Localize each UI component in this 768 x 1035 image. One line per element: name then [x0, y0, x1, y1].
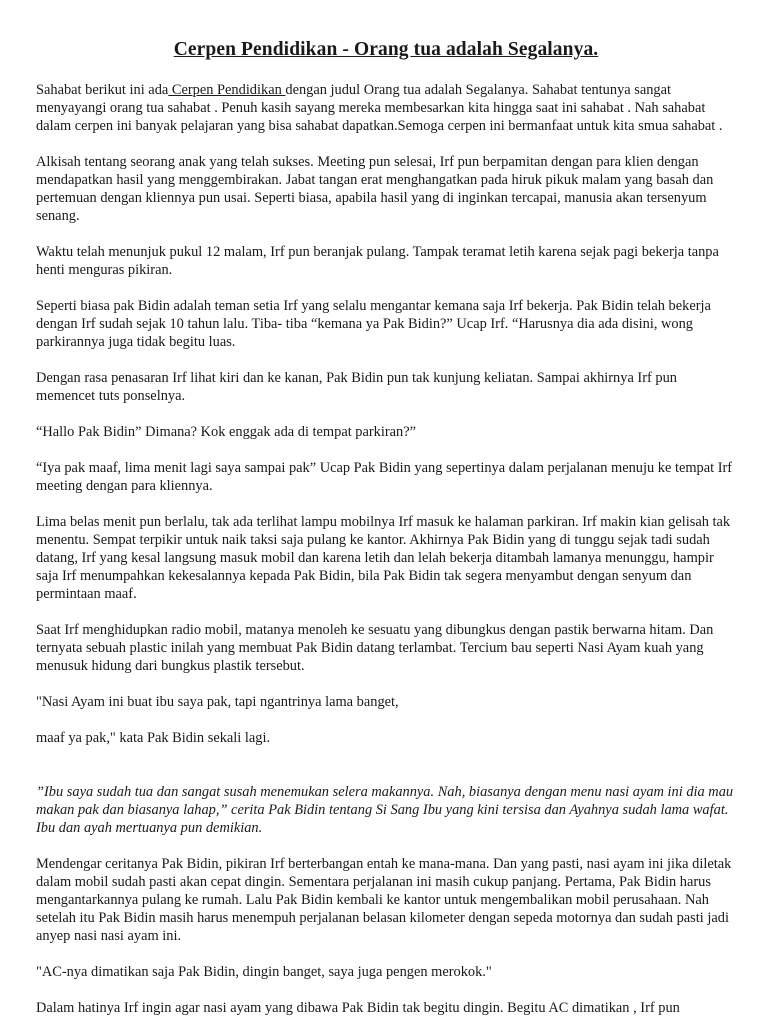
cerpen-pendidikan-link[interactable]: Cerpen Pendidikan: [168, 82, 286, 98]
story-paragraph-1: Alkisah tentang seorang anak yang telah sukses. Meeting pun selesai, Irf pun berpamitan dengan para klien dengan mendapatkan hasil yang menggembirakan. Jabat tangan erat menghangatkan pada hiruk pikuk malam yang basah dan pertemuan dengan kliennya pun usai. Seperti biasa, apabila hasil yang di inginkan tercapai, manusia akan tersenyum senang.: [36, 154, 714, 224]
document-page: [36, 38, 736, 1035]
closing-paragraph-3: Dalam hatinya Irf ingin agar nasi ayam yang dibawa Pak Bidin tak begitu dingin. Begitu AC dimatikan , Irf pun: [36, 1000, 680, 1016]
story-paragraph-6: “Iya pak maaf, lima menit lagi saya sampai pak” Ucap Pak Bidin yang sepertinya dalam perjalanan menuju ke tempat Irf meeting dengan para kliennya.: [36, 460, 733, 494]
story-paragraph-9: "Nasi Ayam ini buat ibu saya pak, tapi ngantrinya lama banget,: [36, 694, 399, 710]
story-paragraph-7: Lima belas menit pun berlalu, tak ada terlihat lampu mobilnya Irf masuk ke halaman parkiran. Irf makin kian gelisah tak menentu. Sempat terpikir untuk naik taksi saja pulang ke kantor. Akhirnya Pak Bidin yang di tunggu sejak tadi sudah datang, Irf yang kesal langsung masuk mobil dan karena letih dan lelah bekerja ditambah lamanya menunggu, hampir saja Irf menumpahkan kekesalannya kepada Pak Bidin, bila Pak Bidin tak segera menyambut dengan senyum dan permintaan maaf.: [36, 514, 731, 602]
story-paragraph-3: Seperti biasa pak Bidin adalah teman setia Irf yang selalu mengantar kemana saja Irf bekerja. Pak Bidin telah bekerja dengan Irf sudah sejak 10 tahun lalu. Tiba- tiba “kemana ya Pak Bidin?” Ucap Irf. “Harusnya dia ada disini, wong parkirannya juga tidak begitu luas.: [36, 298, 711, 350]
story-paragraph-10: maaf ya pak," kata Pak Bidin sekali lagi.: [36, 730, 271, 746]
story-paragraph-8: Saat Irf menghidupkan radio mobil, matanya menoleh ke sesuatu yang dibungkus dengan pastik berwarna hitam. Dan ternyata sebuah plastic inilah yang membuat Pak Bidin datang terlambat. Tercium bau seperti Nasi Ayam kuah yang menusuk hidung dari bungkus plastik tersebut.: [36, 622, 714, 674]
closing-paragraph-1: Mendengar ceritanya Pak Bidin, pikiran Irf berterbangan entah ke mana-mana. Dan yang pasti, nasi ayam ini jika diletak dalam mobil sudah pasti akan cepat dingin. Sementara perjalanan ini masih cukup panjang. Pertama, Pak Bidin harus mengantarkannya pulang ke rumah. Lalu Pak Bidin kembali ke kantor untuk mengembalikan mobil perusahaan. Nah setelah itu Pak Bidin masih harus menempuh perjalanan belasan kilometer dengan sepeda motornya dan sudah pasti jadi anyep nasi nasi ayam ini.: [36, 856, 732, 944]
story-paragraph-2: Waktu telah menunjuk pukul 12 malam, Irf pun beranjak pulang. Tampak teramat letih karena sejak pagi bekerja tanpa henti menguras pikiran.: [36, 244, 719, 278]
story-paragraph-5: “Hallo Pak Bidin” Dimana? Kok enggak ada di tempat parkiran?”: [36, 424, 417, 440]
document-title: Cerpen Pendidikan - Orang tua adalah Segalanya.: [173, 39, 599, 60]
intro-text-after: dengan judul Orang tua adalah Segalanya. Sahabat tentunya sangat menyayangi orang tua sahabat . Penuh kasih sayang mereka membesarkan kita hingga saat ini sahabat . Nah sahabat dalam cerpen ini banyak pelajaran yang bisa sahabat dapatkan.Semoga cerpen ini bermanfaat untuk kita smua sahabat .: [36, 82, 723, 134]
closing-paragraph-2: "AC-nya dimatikan saja Pak Bidin, dingin banget, saya juga pengen merokok.": [36, 964, 492, 980]
italic-quote-paragraph: ”Ibu saya sudah tua dan sangat susah menemukan selera makannya. Nah, biasanya dengan menu nasi ayam ini dia mau makan pak dan biasanya lahap,” cerita Pak Bidin tentang Si Sang Ibu yang kini tersisa dan Ayahnya sudah lama wafat. Ibu dan ayah mertuanya pun demikian.: [36, 784, 734, 836]
intro-paragraph: [36, 81, 736, 135]
intro-text-before: Sahabat berikut ini ada: [36, 82, 169, 98]
story-paragraph-4: Dengan rasa penasaran Irf lihat kiri dan ke kanan, Pak Bidin pun tak kunjung keliatan. Sampai akhirnya Irf pun memencet tuts ponselnya.: [36, 370, 677, 404]
